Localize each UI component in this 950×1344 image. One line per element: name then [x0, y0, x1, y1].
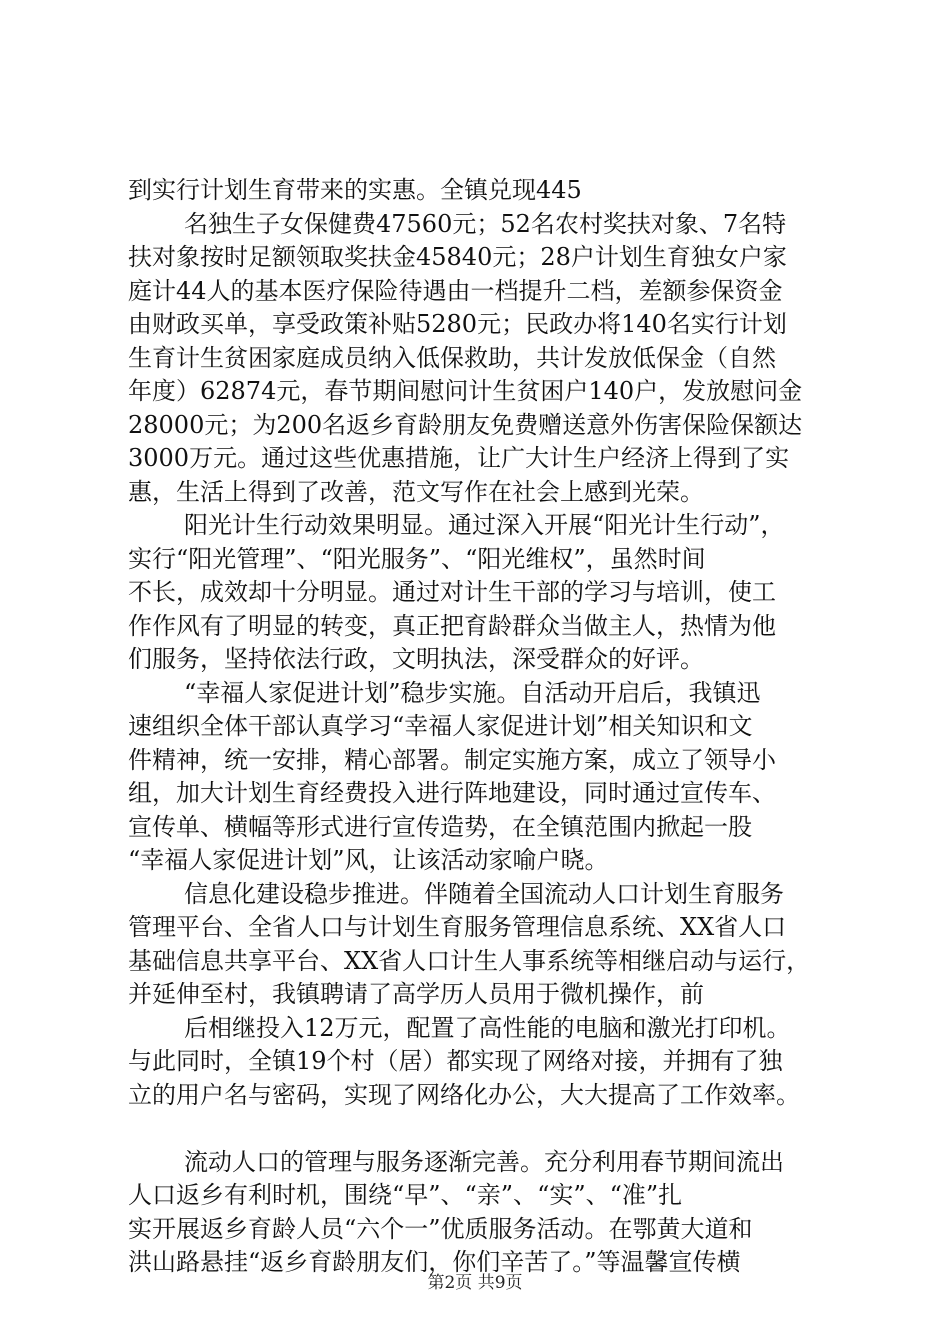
text-line: 生育计生贫困家庭成员纳入低保救助，共计发放低保金（自然 — [128, 343, 776, 372]
text-line: 作作风有了明显的转变，真正把育龄群众当做主人，热情为他 — [128, 611, 776, 640]
text-line: 惠，生活上得到了改善，范文写作在社会上感到光荣。 — [128, 477, 704, 506]
text-line: 由财政买单，享受政策补贴5280元；民政办将140名实行计划 — [128, 310, 787, 338]
text-line: 们服务，坚持依法行政，文明执法，深受群众的好评。 — [128, 645, 704, 673]
text-line: 扶对象按时足额领取奖扶金45840元；28户计划生育独女户家 — [128, 243, 787, 271]
text-line: 年度）62874元，春节期间慰问计生贫困户140户，发放慰问金 — [128, 377, 803, 405]
text-line: 洪山路悬挂“返乡育龄朋友们，你们辛苦了。”等温馨宣传横 — [128, 1248, 741, 1276]
text-line: 人口返乡有利时机，围绕“早”、“亲”、“实”、“准”扎 — [128, 1181, 683, 1209]
text-line: 28000元；为200名返乡育龄朋友免费赠送意外伤害保险保额达 — [128, 410, 803, 439]
text-line: 宣传单、横幅等形式进行宣传造势，在全镇范围内掀起一股 — [128, 812, 752, 841]
text-line: 实开展返乡育龄人员“六个一”优质服务活动。在鄂黄大道和 — [128, 1214, 753, 1243]
text-line: 3000万元。通过这些优惠措施，让广大计生户经济上得到了实 — [128, 444, 790, 472]
page-indicator: 第2页 共9页 — [427, 1273, 523, 1293]
paragraph-start: 流动人口的管理与服务逐渐完善。充分利用春节期间流出 — [184, 1147, 784, 1176]
text-line: “幸福人家促进计划”风，让该活动家喻户晓。 — [128, 846, 609, 874]
text-line: 实行“阳光管理”、“阳光服务”、“阳光维权”，虽然时间 — [128, 544, 706, 573]
text-line: 基础信息共享平台、XX省人口计生人事系统等相继启动与运行， — [128, 946, 811, 975]
text-line: 件精神，统一安排，精心部署。制定实施方案，成立了领导小 — [128, 745, 776, 774]
text-line: 名独生子女保健费47560元；52名农村奖扶对象、7名特 — [184, 209, 787, 238]
text-line: 并延伸至村，我镇聘请了高学历人员用于微机操作，前 — [128, 980, 704, 1008]
text-line: 与此同时，全镇19个村（居）都实现了网络对接，并拥有了独 — [128, 1047, 783, 1075]
text-line: 庭计44人的基本医疗保险待遇由一档提升二档，差额参保资金 — [128, 276, 783, 305]
paragraph-start: 阳光计生行动效果明显。通过深入开展“阳光计生行动”， — [184, 511, 785, 539]
text-line: 管理平台、全省人口与计划生育服务管理信息系统、XX省人口 — [128, 913, 787, 941]
text-line: 到实行计划生育带来的实惠。全镇兑现445 — [128, 176, 582, 204]
paragraph-start: “幸福人家促进计划”稳步实施。自活动开启后，我镇迅 — [184, 678, 761, 707]
text-line: 后相继投入12万元，配置了高性能的电脑和激光打印机。 — [184, 1013, 791, 1042]
text-line: 不长，成效却十分明显。通过对计生干部的学习与培训，使工 — [128, 578, 776, 606]
page-footer — [0, 1272, 950, 1294]
paragraph-gap — [128, 1112, 840, 1146]
text-line: 立的用户名与密码，实现了网络化办公，大大提高了工作效率。 — [128, 1080, 800, 1109]
document-body — [128, 174, 840, 1280]
text-line: 组，加大计划生育经费投入进行阵地建设，同时通过宣传车、 — [128, 779, 776, 807]
paragraph-start: 信息化建设稳步推进。伴随着全国流动人口计划生育服务 — [184, 879, 784, 908]
text-line: 速组织全体干部认真学习“幸福人家促进计划”相关知识和文 — [128, 712, 753, 740]
